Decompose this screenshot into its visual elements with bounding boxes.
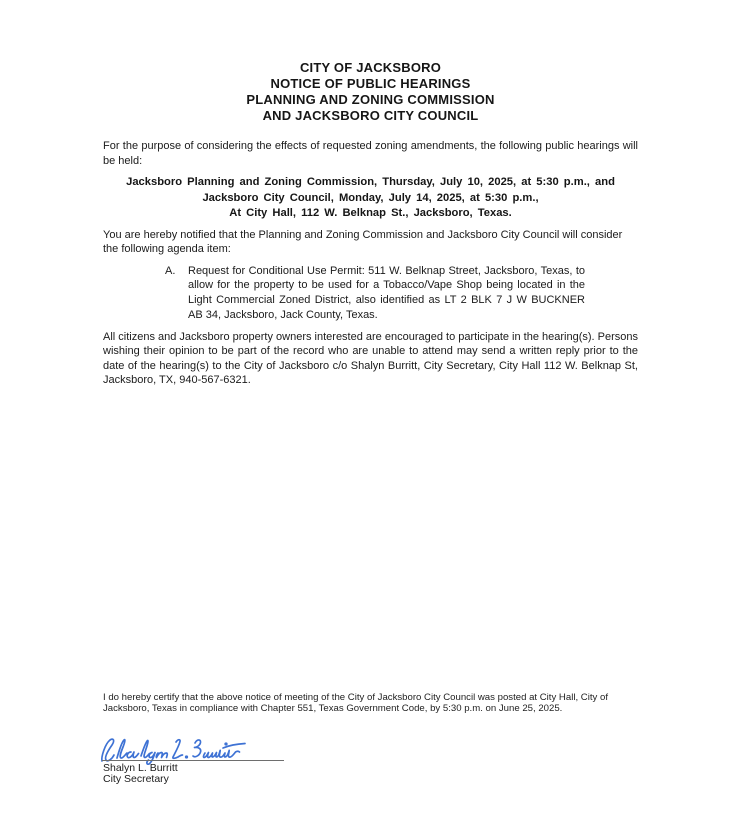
- document-title: [103, 60, 638, 124]
- title-line-city: CITY OF JACKSBORO: [299, 60, 442, 75]
- notification-paragraph: You are hereby notified that the Planning and Zoning Commission and Jacksboro City Council will consider the following agenda item:: [103, 228, 623, 255]
- participation-paragraph: All citizens and Jacksboro property owners interested are encouraged to participate in the hearing(s). Persons wishing their opinion to be part of the record who are unable to attend may send a written reply prior to the date of the hearing(s) to the City of Jacksboro c/o Shalyn Burritt, City Secretary, City Hall 112 W. Belknap St, Jacksboro, TX, 940-567-6321.: [103, 330, 639, 387]
- intro-paragraph: For the purpose of considering the effects of requested zoning amendments, the following public hearings will be held:: [103, 140, 638, 167]
- signature-line: [102, 760, 284, 761]
- document-content: [103, 60, 638, 800]
- meeting-line-commission: Jacksboro Planning and Zoning Commission, Thursday, July 10, 2025, at 5:30 p.m., and: [126, 176, 615, 188]
- agenda-item: [165, 264, 585, 323]
- signature-block: [103, 740, 638, 800]
- agenda-item-label: A.: [165, 264, 176, 277]
- signer-name: Shalyn L. Burritt: [103, 761, 178, 774]
- title-line-notice: NOTICE OF PUBLIC HEARINGS: [270, 76, 471, 91]
- meeting-notice-block: [103, 175, 638, 222]
- meeting-line-council: Jacksboro City Council, Monday, July 14, 2025, at 5:30 p.m.,: [202, 191, 539, 204]
- signer-title: City Secretary: [103, 772, 169, 785]
- title-line-commission: PLANNING AND ZONING COMMISSION: [246, 92, 495, 107]
- title-line-council: AND JACKSBORO CITY COUNCIL: [262, 108, 479, 123]
- meeting-line-location: At City Hall, 112 W. Belknap St., Jacksboro, Texas.: [229, 207, 512, 219]
- agenda-item-text: Request for Conditional Use Permit: 511 W. Belknap Street, Jacksboro, Texas, to allow for the property to be used for a Tobacco/Vape Shop being located in the Light Commercial Zoned District, also identified as LT 2 BLK 7 J W BUCKNER AB 34, Jacksboro, Jack County, Texas.: [188, 264, 585, 321]
- certification-paragraph: I do hereby certify that the above notice of meeting of the City of Jacksboro City Council was posted at City Hall, City of Jacksboro, Texas in compliance with Chapter 551, Texas Government Code, by 5:30 p.m. on June 25, 2025.: [103, 691, 608, 715]
